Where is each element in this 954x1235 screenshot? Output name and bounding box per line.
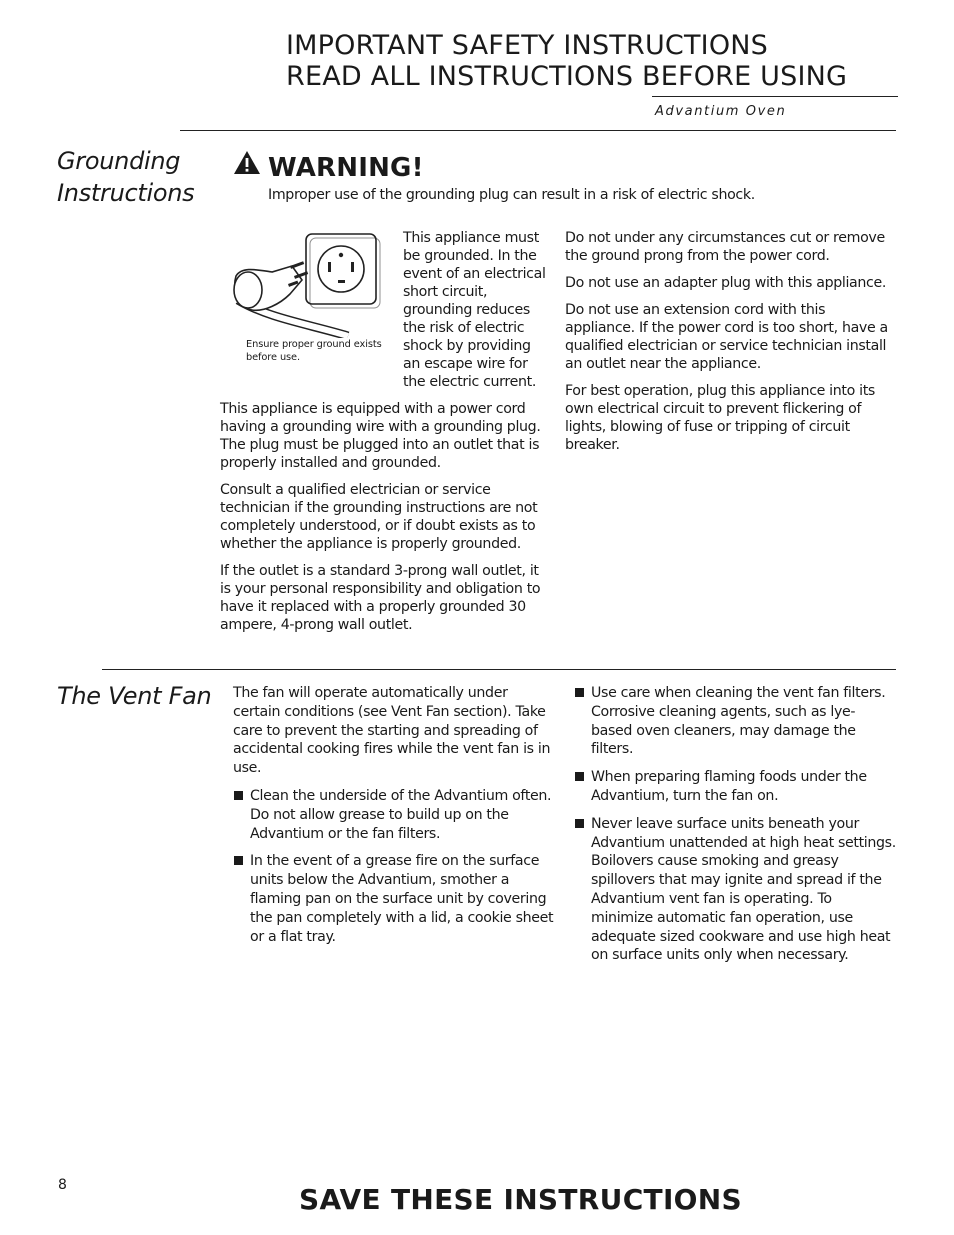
header-short-rule <box>652 96 898 97</box>
grounding-right-paragraph: Do not use an adapter plug with this appliance. <box>565 275 887 291</box>
vent-fan-section-rule <box>102 669 896 670</box>
grounded-plug-illustration <box>228 228 388 338</box>
page-title-line-1: IMPORTANT SAFETY INSTRUCTIONS <box>286 30 769 61</box>
grounding-right-paragraph: Do not under any circumstances cut or remove the ground prong from the power cord. <box>565 230 885 264</box>
bullet-square-icon <box>575 688 584 697</box>
warning-heading: WARNING! <box>268 153 424 183</box>
grounding-right-paragraph: For best operation, plug this appliance into its own electrical circuit to prevent flickering of lights, blowing of fuse or tripping of circuit breaker. <box>565 383 875 453</box>
grounding-intro-text <box>403 229 549 400</box>
warning-text: Improper use of the grounding plug can result in a risk of electric shock. <box>268 187 755 203</box>
vent-fan-right-column <box>574 684 896 974</box>
vent-fan-bullet-item <box>233 852 555 946</box>
header-long-rule <box>180 130 896 131</box>
warning-triangle-icon <box>233 150 261 175</box>
bullet-square-icon <box>234 856 243 865</box>
vent-fan-left-column <box>233 684 555 955</box>
vent-fan-bullet-text: In the event of a grease fire on the surface units below the Advantium, smother a flaming pan on the surface unit by covering the pan completely with a lid, a cookie sheet or a flat tray. <box>250 853 554 945</box>
vent-fan-bullet-text: Clean the underside of the Advantium often. Do not allow grease to build up on the Advantium or the fan filters. <box>250 787 552 842</box>
grounding-left-column <box>220 400 550 643</box>
vent-fan-section-title: The Vent Fan <box>57 682 212 710</box>
vent-fan-bullet-item <box>574 815 896 965</box>
grounding-left-paragraph: Consult a qualified electrician or service technician if the grounding instructions are not completely understood, or if doubt exists as to whether the appliance is properly grounded. <box>220 482 538 552</box>
page-number: 8 <box>58 1177 67 1193</box>
bullet-square-icon <box>575 819 584 828</box>
grounding-section-title: Grounding Instructions <box>57 147 195 207</box>
page-title-line-2: READ ALL INSTRUCTIONS BEFORE USING <box>286 61 848 92</box>
grounding-right-column <box>565 229 895 463</box>
vent-fan-bullet-item <box>233 787 555 843</box>
vent-fan-bullet-text: Never leave surface units beneath your Advantium unattended at high heat settings. Boilovers cause smoking and greasy spillovers that may ignite and spread if the Advantium vent fan is operating. To minimize automatic fan operation, use adequate sized cookware and use high heat on surface units only when necessary. <box>591 815 896 964</box>
plug-illustration-caption: Ensure proper ground exists before use. <box>246 339 382 363</box>
grounding-left-paragraph: This appliance is equipped with a power cord having a grounding wire with a grounding plug. The plug must be plugged into an outlet that is properly installed and grounded. <box>220 401 541 471</box>
bullet-square-icon <box>234 791 243 800</box>
vent-fan-bullet-item <box>574 768 896 806</box>
product-subtitle: Advantium Oven <box>655 104 787 119</box>
vent-fan-bullet-text: Use care when cleaning the vent fan filters. Corrosive cleaning agents, such as lye-based oven cleaners, may damage the filters. <box>591 685 886 758</box>
vent-fan-intro-paragraph: The fan will operate automatically under certain conditions (see Vent Fan section). Take care to prevent the starting and spreading of accidental cooking fires while the vent fan is in use. <box>233 685 551 777</box>
vent-fan-bullet-text: When preparing flaming foods under the Advantium, turn the fan on. <box>591 769 867 804</box>
grounding-left-paragraph: If the outlet is a standard 3-prong wall outlet, it is your personal responsibility and obligation to have it replaced with a properly grounded 30 ampere, 4-prong wall outlet. <box>220 563 541 633</box>
vent-fan-bullet-item <box>574 684 896 759</box>
grounding-intro-paragraph: This appliance must be grounded. In the event of an electrical short circuit, grounding reduces the risk of electric shock by providing an escape wire for the electric current. <box>403 230 546 390</box>
save-instructions-footer: SAVE THESE INSTRUCTIONS <box>299 1183 742 1216</box>
grounding-right-paragraph: Do not use an extension cord with this appliance. If the power cord is too short, have a qualified electrician or service technician install an outlet near the appliance. <box>565 302 888 372</box>
bullet-square-icon <box>575 772 584 781</box>
